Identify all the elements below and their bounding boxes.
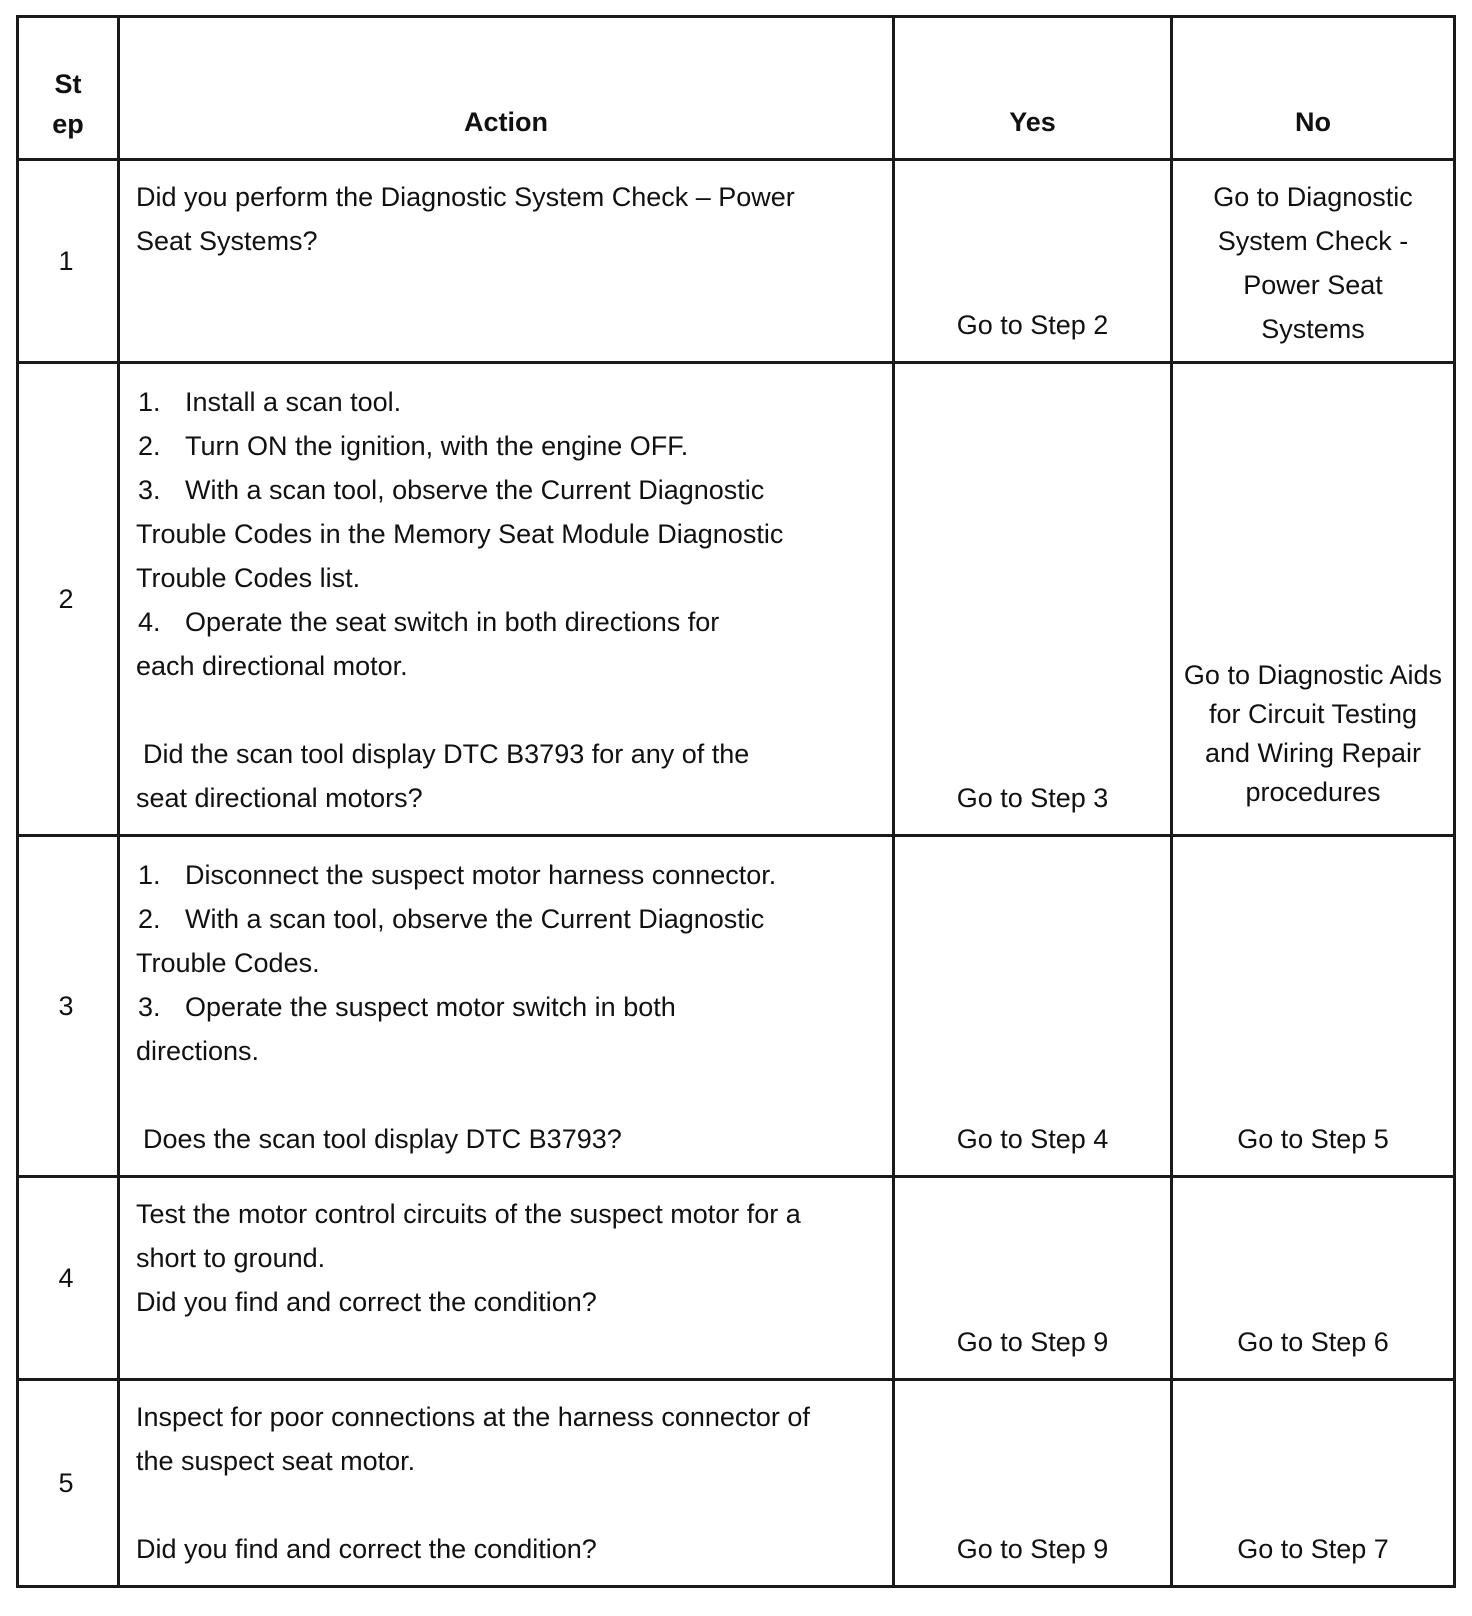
yes-cell: Go to Step 9: [894, 1177, 1172, 1380]
action-item: 4. Operate the seat switch in both directions for: [138, 607, 720, 637]
no-line: procedures: [1245, 777, 1381, 807]
question-line: Did the scan tool display DTC B3793 for any of the: [143, 739, 750, 769]
action-item-cont: Trouble Codes.: [136, 948, 320, 978]
no-line: and Wiring Repair: [1204, 738, 1422, 768]
no-cell: Go to Step 5: [1172, 836, 1455, 1177]
no-cell: [1172, 160, 1455, 363]
table-row: [18, 160, 1455, 363]
question-line: seat directional motors?: [136, 783, 423, 813]
no-line: for Circuit Testing: [1208, 699, 1418, 729]
no-cell: Go to Step 7: [1172, 1380, 1455, 1587]
question-line: Did you find and correct the condition?: [136, 1534, 597, 1564]
action-item: 1. Disconnect the suspect motor harness connector.: [138, 860, 777, 890]
no-line: Go to Diagnostic Aids: [1183, 660, 1443, 690]
table-row: [18, 363, 1455, 836]
action-item-cont: Trouble Codes list.: [136, 563, 361, 593]
table-row: [18, 1177, 1455, 1380]
header-step-line2: ep: [52, 109, 84, 139]
action-item: 3. With a scan tool, observe the Current Diagnostic: [138, 475, 765, 505]
no-line: Power Seat: [1243, 270, 1383, 300]
action-item: 2. With a scan tool, observe the Current Diagnostic: [138, 904, 765, 934]
question-line: Does the scan tool display DTC B3793?: [143, 1124, 622, 1154]
no-cell: Go to Step 6: [1172, 1177, 1455, 1380]
table-row: [18, 1380, 1455, 1587]
action-line: Inspect for poor connections at the harness connector of: [136, 1402, 810, 1432]
no-line: System Check -: [1217, 226, 1409, 256]
yes-cell: Go to Step 3: [894, 363, 1172, 836]
step-number: 2: [18, 363, 119, 836]
diagnostic-table: [16, 15, 1456, 1588]
header-step-line1: St: [54, 69, 82, 99]
action-cell: [119, 363, 894, 836]
action-line: Did you find and correct the condition?: [136, 1287, 597, 1317]
no-line: Go to Diagnostic: [1213, 182, 1413, 212]
action-cell: [119, 1177, 894, 1380]
action-line: Did you perform the Diagnostic System Check – Power: [136, 182, 795, 212]
header-yes: Yes: [894, 17, 1172, 160]
yes-cell: Go to Step 4: [894, 836, 1172, 1177]
yes-cell: Go to Step 2: [894, 160, 1172, 363]
step-number: 5: [18, 1380, 119, 1587]
action-line: Seat Systems?: [136, 226, 318, 256]
action-item-cont: each directional motor.: [136, 651, 408, 681]
action-item: 3. Operate the suspect motor switch in both: [138, 992, 676, 1022]
header-step: [18, 17, 119, 160]
action-item-cont: Trouble Codes in the Memory Seat Module Diagnostic: [136, 519, 784, 549]
step-number: 1: [18, 160, 119, 363]
action-cell: [119, 836, 894, 1177]
step-number: 4: [18, 1177, 119, 1380]
action-line: the suspect seat motor.: [136, 1446, 416, 1476]
step-number: 3: [18, 836, 119, 1177]
no-line: Systems: [1261, 314, 1365, 344]
action-item: 2. Turn ON the ignition, with the engine OFF.: [138, 431, 689, 461]
action-item-cont: directions.: [136, 1036, 260, 1066]
header-action: Action: [119, 17, 894, 160]
no-cell: [1172, 363, 1455, 836]
action-cell: [119, 160, 894, 363]
action-item: 1. Install a scan tool.: [138, 387, 402, 417]
yes-cell: Go to Step 9: [894, 1380, 1172, 1587]
header-no: No: [1172, 17, 1455, 160]
table-row: [18, 836, 1455, 1177]
action-line: Test the motor control circuits of the suspect motor for a: [136, 1199, 801, 1229]
action-cell: [119, 1380, 894, 1587]
action-line: short to ground.: [136, 1243, 326, 1273]
header-row: [18, 17, 1455, 160]
